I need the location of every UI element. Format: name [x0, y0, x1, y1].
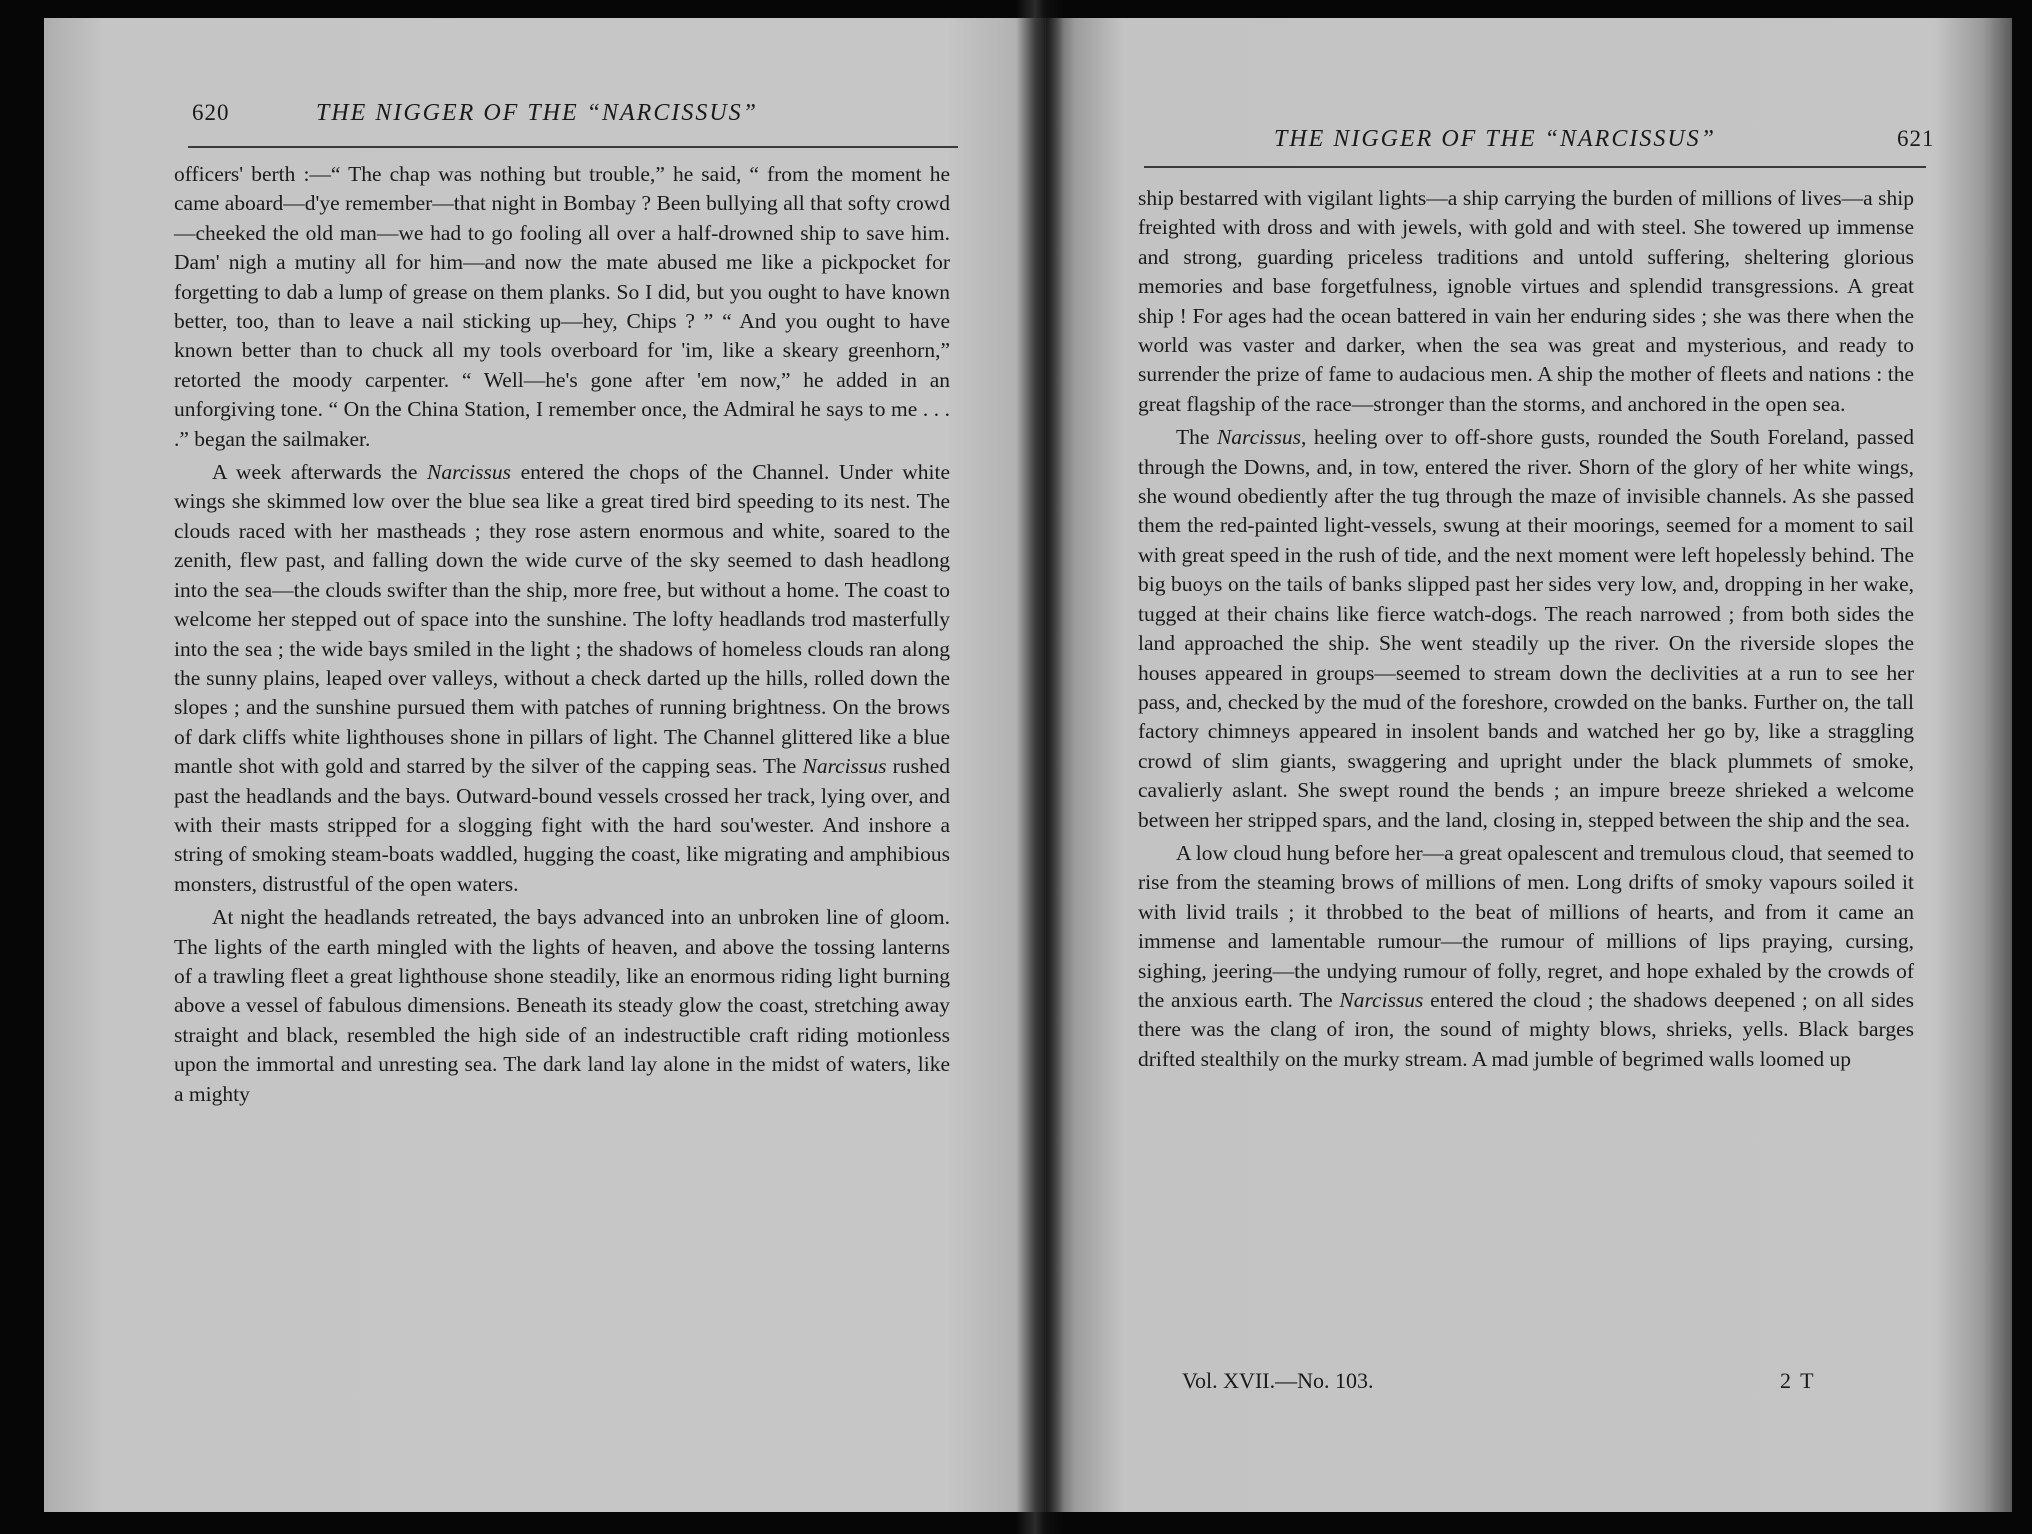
page-number-right: 621: [1897, 126, 1935, 151]
header-rule-right: [1144, 166, 1926, 168]
running-title-right: THE NIGGER OF THE “NARCISSUS”: [1274, 126, 1717, 152]
paragraph: At night the headlands retreated, the bays advanced into an unbroken line of gloom. The lights of the earth mingled with the lights of heaven, and above the tossing lanterns of a trawling fleet a great lighthouse shone steadily, like an enormous riding light burning above a vessel of fabulous dimensions. Beneath its steady glow the coast, stretching away straight and black, resembled the high side of an indestructible craft riding motionless upon the immortal and unresting sea. The dark land lay alone in the midst of waters, like a mighty: [174, 905, 950, 1106]
header-rule-left: [188, 146, 958, 148]
right-page-body: [1138, 184, 1914, 1074]
paragraph: A week afterwards the Narcissus entered the chops of the Channel. Under white wings she skimmed low over the blue sea like a great tired bird speeding to its nest. The clouds raced with her mastheads ; they rose astern enormous and white, soared to the zenith, flew past, and falling down the wide curve of the sky seemed to dash headlong into the sea—the clouds swifter than the ship, more free, but without a home. The coast to welcome her stepped out of space into the sunshine. The lofty headlands trod masterfully into the sea ; the wide bays smiled in the light ; the shadows of homeless clouds ran along the sunny plains, leaped over valleys, without a check darted up the hills, rolled down the slopes ; and the sunshine pursued them with patches of running brightness. On the brows of dark cliffs white lighthouses shone in pillars of light. The Channel glittered like a blue mantle shot with gold and starred by the silver of the capping seas. The Narcissus rushed past the headlands and the bays. Outward-bound vessels crossed her track, lying over, and with their masts stripped for a slogging fight with the hard sou'wester. And inshore a string of smoking steam-boats waddled, hugging the coast, like migrating and amphibious monsters, distrustful of the open waters.: [174, 460, 950, 896]
left-page-body: [174, 160, 950, 1109]
paragraph: The Narcissus, heeling over to off-shore gusts, rounded the South Foreland, passed through the Downs, and, in tow, entered the river. Shorn of the glory of her white wings, she wound obediently after the tug through the maze of invisible channels. As she passed them the red-painted light-vessels, swung at their moorings, seemed for a moment to sail with great speed in the rush of tide, and the next moment were left hopelessly behind. The big buoys on the tails of banks slipped past her sides very low, and, dropping in her wake, tugged at their chains like fierce watch-dogs. The reach narrowed ; from both sides the land approached the ship. She went steadily up the river. On the riverside slopes the houses appeared in groups—seemed to stream down the declivities at a run to see her pass, and, checked by the mud of the foreshore, crowded on the banks. Further on, the tall factory chimneys appeared in insolent bands and watched her go by, like a straggling crowd of slim giants, swaggering and upright under the black plummets of smoke, cavalierly aslant. She swept round the bends ; an impure breeze shrieked a welcome between her stripped spars, and the land, closing in, stepped between the ship and the sea.: [1138, 425, 1914, 832]
right-page: [1046, 18, 2012, 1512]
signature-mark: 2 T: [1780, 1368, 1816, 1393]
book-gutter: [1016, 0, 1064, 1534]
paragraph: ship bestarred with vigilant lights—a ship carrying the burden of millions of lives—a ship freighted with dross and with jewels, with gold and with steel. She towered up immense and strong, guarding priceless traditions and untold suffering, sheltering glorious memories and base forgetfulness, ignoble virtues and splendid transgressions. A great ship ! For ages had the ocean battered in vain her enduring sides ; she was there when the world was vaster and darker, when the sea was great and mysterious, and ready to surrender the prize of fame to audacious men. A ship the mother of fleets and nations : the great flagship of the race—stronger than the storms, and anchored in the open sea.: [1138, 186, 1914, 416]
paragraph: officers' berth :—“ The chap was nothing but trouble,” he said, “ from the moment he came aboard—d'ye remember—that night in Bombay ? Been bullying all that softy crowd—cheeked the old man—we had to go fooling all over a half-drowned ship to save him. Dam' nigh a mutiny all for him—and now the mate abused me like a pickpocket for forgetting to dab a lump of grease on them planks. So I did, but you ought to have known better, too, than to leave a nail sticking up—hey, Chips ? ” “ And you ought to have known better than to chuck all my tools overboard for 'im, like a skeary greenhorn,” retorted the moody carpenter. “ Well—he's gone after 'em now,” he added in an unforgiving tone. “ On the China Station, I remember once, the Admiral he says to me . . . .” began the sailmaker.: [174, 162, 950, 451]
page-number-left: 620: [192, 100, 230, 125]
paragraph: A low cloud hung before her—a great opalescent and tremulous cloud, that seemed to rise from the steaming brows of millions of men. Long drifts of smoky vapours soiled it with livid trails ; it throbbed to the beat of millions of hearts, and from it came an immense and lamentable rumour—the rumour of millions of lips praying, cursing, sighing, jeering—the undying rumour of folly, regret, and hope exhaled by the crowds of the anxious earth. The Narcissus entered the cloud ; the shadows deepened ; on all sides there was the clang of iron, the sound of mighty blows, shrieks, yells. Black barges drifted stealthily on the murky stream. A mad jumble of begrimed walls loomed up: [1138, 840, 1914, 1071]
left-page: [44, 18, 1046, 1512]
running-title-left: THE NIGGER OF THE “NARCISSUS”: [316, 100, 759, 126]
volume-number: Vol. XVII.—No. 103.: [1182, 1368, 1374, 1393]
